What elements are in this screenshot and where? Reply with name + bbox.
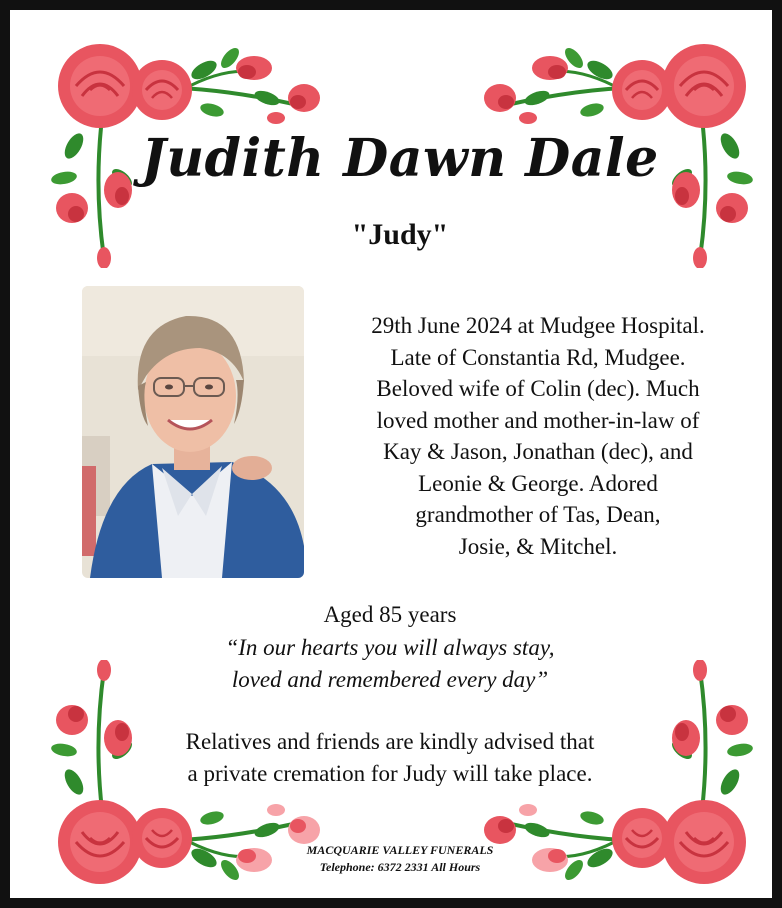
notice-line: grandmother of Tas, Dean,: [415, 502, 661, 527]
nickname: "Judy": [351, 218, 449, 251]
notice-line: 29th June 2024 at Mudgee Hospital.: [371, 313, 705, 338]
funeral-home-name: MACQUARIE VALLEY FUNERALS: [306, 843, 494, 857]
deceased-name: Judith Dawn Dale: [141, 128, 659, 189]
verse-line: “In our hearts you will always stay,: [225, 635, 555, 660]
verse-line: loved and remembered every day”: [231, 667, 549, 692]
funeral-home-credit: [240, 842, 560, 876]
notice-line: Kay & Jason, Jonathan (dec), and: [383, 439, 693, 464]
memorial-verse: [140, 632, 640, 696]
notice-line: Josie, & Mitchel.: [458, 533, 618, 559]
notice-line: Leonie & George. Adored: [418, 470, 658, 496]
age-text: Aged 85 years: [323, 602, 457, 627]
notice-line: Late of Constantia Rd, Mudgee.: [390, 344, 686, 370]
cremation-advice: [130, 726, 650, 790]
funeral-home-telephone: Telephone: 6372 2331 All Hours: [319, 860, 481, 874]
notice-line: loved mother and mother-in-law of: [376, 407, 700, 433]
advice-line: Relatives and friends are kindly advised that: [185, 729, 595, 754]
portrait-photo: [82, 286, 304, 578]
notice-line: Beloved wife of Colin (dec). Much: [376, 376, 700, 401]
advice-line: a private cremation for Judy will take place.: [187, 761, 593, 786]
death-notice-text: [326, 310, 750, 562]
portrait-illustration: [82, 286, 304, 578]
